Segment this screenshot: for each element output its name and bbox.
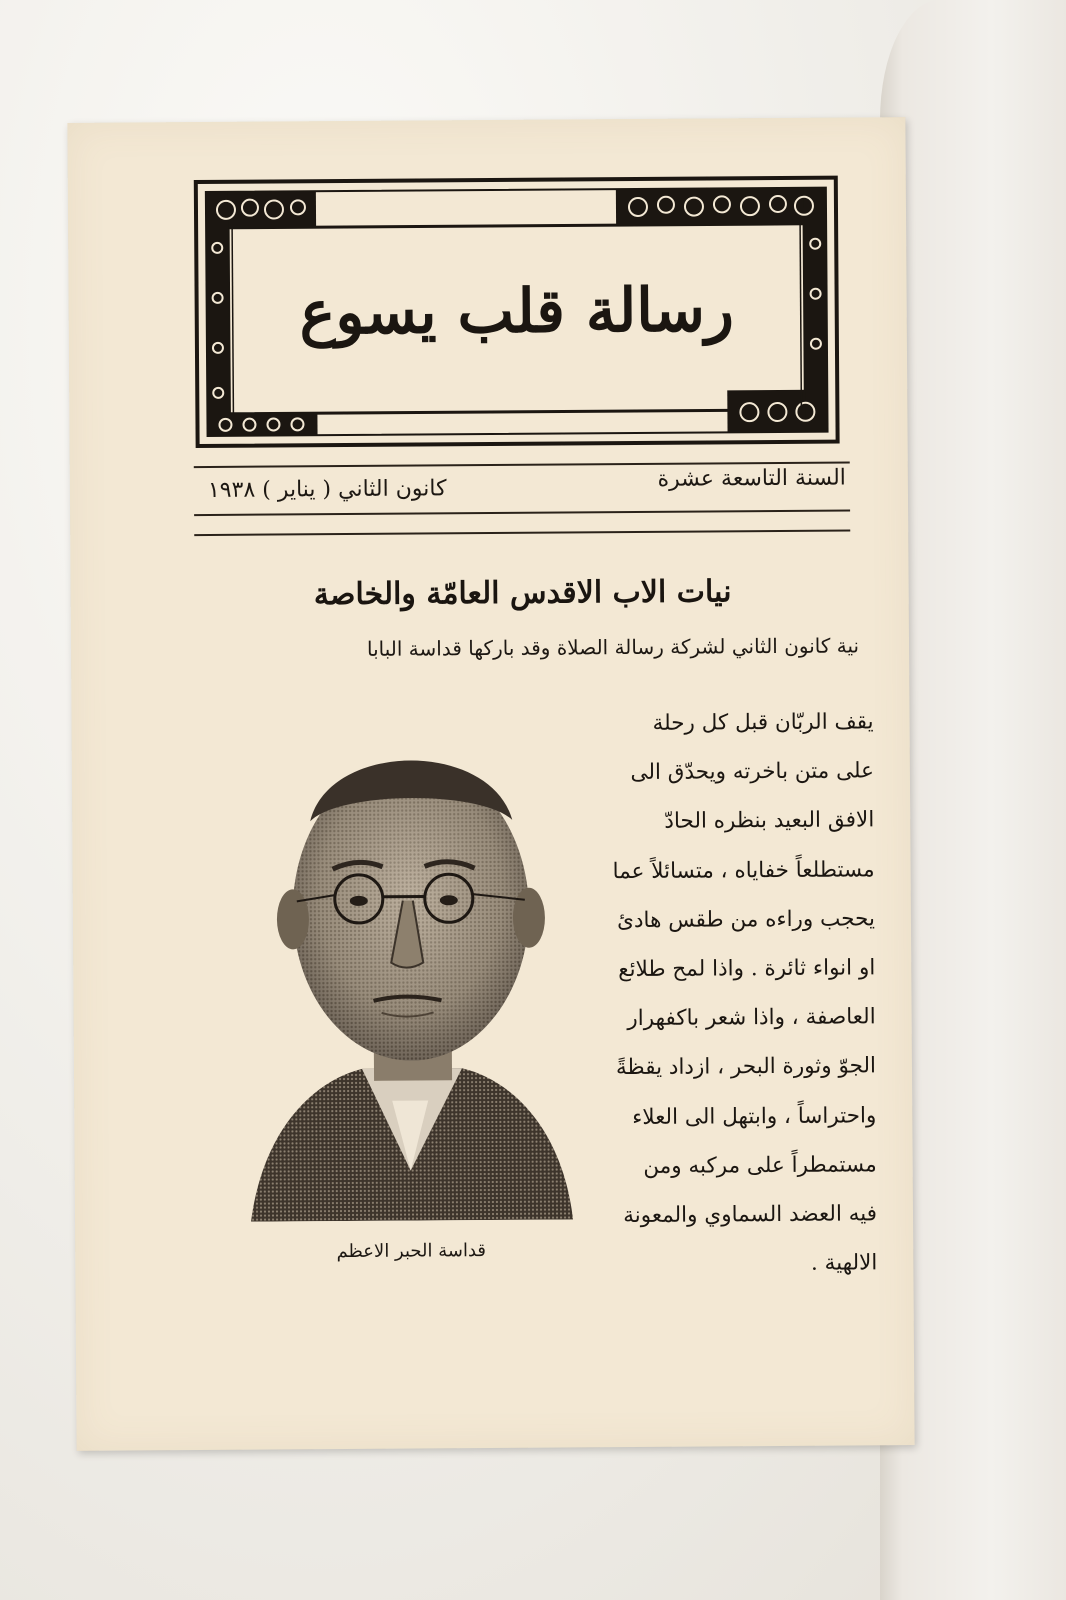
body-line: يقف الربّان قبل كل رحلة xyxy=(652,709,874,736)
body-line: الجوّ وثورة البحر ، ازداد يقظةً xyxy=(615,1053,877,1081)
magazine-title: رسالة قلب يسوع xyxy=(299,275,735,349)
article-subheading: نية كانون الثاني لشركة رسالة الصلاة وقد باركها قداسة البابا xyxy=(366,633,860,661)
issue-date: كانون الثاني ( يناير ) ١٩٣٨ xyxy=(207,476,447,503)
rule-middle xyxy=(194,509,850,516)
body-line: على متن باخرته ويحدّق الى xyxy=(630,758,875,786)
body-line: واحتراساً ، وابتهل الى العلاء xyxy=(632,1102,877,1130)
photo-caption: قداسة الحبر الاعظم xyxy=(336,1240,487,1263)
masthead-frame xyxy=(192,174,842,451)
body-line: فيه العضد السماوي والمعونة xyxy=(623,1201,878,1229)
body-line: الالهية . xyxy=(810,1250,878,1277)
body-line: مستمطراً على مركبه ومن xyxy=(643,1152,877,1179)
issue-year: السنة التاسعة عشرة xyxy=(657,465,846,492)
rule-bottom xyxy=(194,529,850,536)
body-line: الافق البعيد بنظره الحادّ xyxy=(664,807,875,835)
portrait-illustration xyxy=(239,699,579,1221)
body-line: العاصفة ، واذا شعر باكفهرار xyxy=(627,1004,876,1032)
magazine-page xyxy=(67,117,914,1451)
body-line: مستطلعاً خفاياه ، متسائلاً عما xyxy=(612,856,875,884)
body-line: يحجب وراءه من طقس هادئ xyxy=(616,906,876,933)
article-heading: نيات الاب الاقدس العامّة والخاصة xyxy=(313,574,732,613)
portrait-photo xyxy=(239,699,579,1221)
body-line: او انواء ثائرة . واذا لمح طلائع xyxy=(618,955,876,983)
article-body xyxy=(555,697,877,1290)
